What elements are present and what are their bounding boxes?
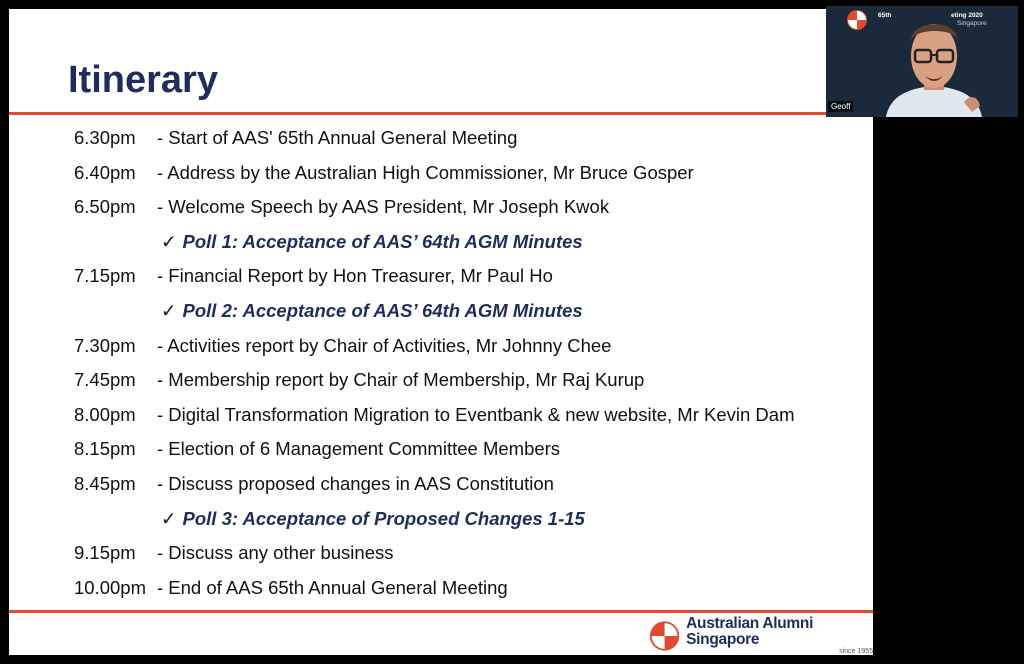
itinerary-item	[9, 432, 873, 467]
poll-label: Poll 1: Acceptance of AAS’ 64th AGM Minutes	[182, 230, 583, 252]
aas-logo	[649, 615, 873, 655]
checkmark-icon: ✓	[161, 230, 177, 252]
itinerary-item	[9, 259, 873, 294]
item-time: 7.45pm	[74, 369, 136, 391]
item-time: 6.30pm	[74, 127, 136, 148]
item-description: - Discuss proposed changes in AAS Constitution	[157, 472, 554, 494]
presentation-slide	[9, 9, 873, 655]
item-time: 8.15pm	[74, 438, 136, 460]
poll-item	[9, 225, 873, 260]
poll-label: Poll 2: Acceptance of AAS’ 64th AGM Minutes	[182, 299, 583, 321]
item-time: 9.15pm	[74, 542, 136, 564]
aas-logo-icon	[649, 619, 680, 653]
logo-since: since 1955	[839, 648, 873, 655]
itinerary-item	[9, 571, 873, 606]
itinerary-item	[9, 363, 873, 398]
item-description: - Start of AAS' 65th Annual General Meeting	[157, 127, 518, 148]
title-divider	[9, 112, 873, 115]
itinerary-item	[9, 398, 873, 433]
itinerary-item	[9, 329, 873, 364]
poll-item	[9, 502, 873, 537]
participant-name: Geoff	[828, 101, 853, 112]
participant-video[interactable]	[826, 6, 1018, 117]
video-banner-sub: Singapore	[957, 20, 987, 27]
item-description: - Address by the Australian High Commissioner, Mr Bruce Gosper	[157, 161, 694, 183]
item-time: 7.30pm	[74, 334, 136, 356]
itinerary-item	[9, 190, 873, 225]
item-description: - Financial Report by Hon Treasurer, Mr Paul Ho	[157, 265, 553, 287]
item-time: 8.45pm	[74, 472, 136, 494]
participant-avatar	[886, 10, 982, 117]
itinerary-item	[9, 121, 873, 156]
item-description: - Discuss any other business	[157, 542, 394, 564]
video-banner-right: eting 2020	[951, 12, 983, 19]
item-time: 10.00pm	[74, 576, 146, 598]
poll-text	[161, 231, 583, 253]
video-banner-left: 65th	[878, 12, 892, 19]
itinerary-item	[9, 156, 873, 191]
footer-divider	[9, 610, 873, 613]
item-description: - Digital Transformation Migration to Eventbank & new website, Mr Kevin Dam	[157, 403, 795, 425]
itinerary-list	[9, 121, 873, 605]
poll-text	[161, 300, 583, 322]
itinerary-item	[9, 536, 873, 571]
item-time: 8.00pm	[74, 403, 136, 425]
logo-name: Australian Alumni Singapore	[686, 615, 814, 648]
aas-logo-icon	[846, 9, 868, 31]
item-description: - End of AAS 65th Annual General Meeting	[157, 576, 508, 598]
item-time: 6.50pm	[74, 196, 136, 218]
item-description: - Activities report by Chair of Activities, Mr Johnny Chee	[157, 334, 612, 356]
itinerary-item	[9, 467, 873, 502]
slide-title: Itinerary	[68, 59, 218, 101]
item-time: 6.40pm	[74, 161, 136, 183]
checkmark-icon: ✓	[161, 507, 177, 529]
item-description: - Election of 6 Management Committee Members	[157, 438, 561, 460]
item-description: - Welcome Speech by AAS President, Mr Joseph Kwok	[157, 196, 610, 218]
checkmark-icon: ✓	[161, 299, 177, 321]
poll-label: Poll 3: Acceptance of Proposed Changes 1-15	[182, 507, 585, 529]
item-description: - Membership report by Chair of Membership, Mr Raj Kurup	[157, 369, 645, 391]
poll-text	[161, 508, 585, 530]
poll-item	[9, 294, 873, 329]
item-time: 7.15pm	[74, 265, 136, 287]
